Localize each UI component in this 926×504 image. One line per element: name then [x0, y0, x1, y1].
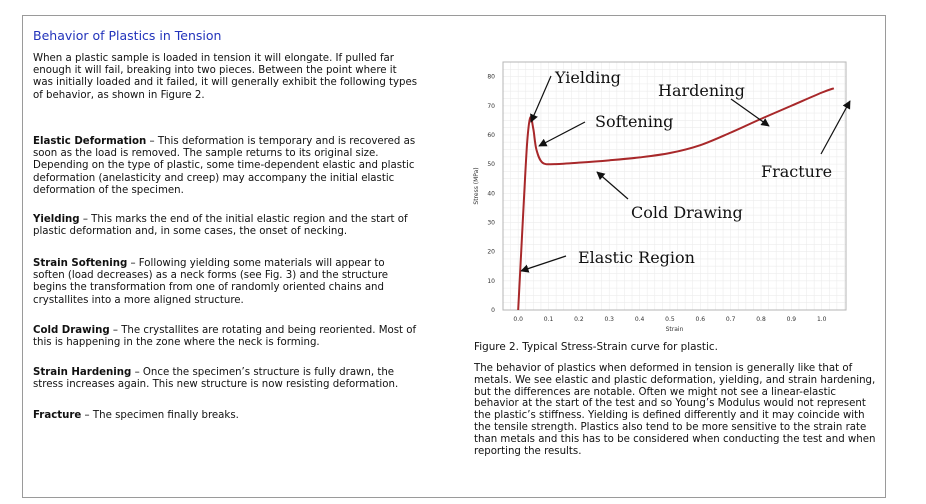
stress-strain-chart: [463, 44, 863, 344]
x-tick-label: 0.2: [574, 316, 584, 323]
section-text: – Once the specimen’s structure is fully drawn, the stress increases again. This new structure is now resisting deformation.: [33, 367, 399, 391]
section-term: Fracture: [33, 410, 82, 421]
y-tick-label: 20: [487, 248, 495, 256]
section-strain-hardening: [33, 367, 418, 391]
x-tick-label: 0.7: [725, 316, 736, 323]
y-tick-label: 30: [487, 219, 495, 227]
section-text: – This deformation is temporary and is recovered as soon as the load is removed. The sample returns to its original size. Depending on the type of plastic, some time-dependent elastic and plastic deformation (anelasticity and creep) may accompany the initial elastic deformation of the specimen.: [33, 136, 416, 196]
figure-caption: Figure 2. Typical Stress-Strain curve for plastic.: [474, 341, 718, 353]
x-tick-label: 0.4: [634, 316, 645, 323]
annotation-cold-drawing: Cold Drawing: [631, 203, 743, 222]
y-tick-label: 40: [487, 190, 495, 198]
y-axis-label: Stress (MPa): [473, 167, 480, 205]
y-tick-label: 70: [487, 102, 495, 110]
x-axis-label: Strain: [665, 326, 684, 333]
y-tick-label: 60: [487, 131, 495, 139]
section-term: Strain Softening: [33, 258, 128, 269]
x-tick-label: 0.1: [543, 316, 554, 323]
annotation-elastic-region: Elastic Region: [578, 248, 695, 267]
page-title: Behavior of Plastics in Tension: [33, 28, 222, 43]
section-term: Cold Drawing: [33, 325, 110, 336]
annotation-hardening: Hardening: [658, 81, 745, 100]
section-yielding: [33, 214, 418, 238]
stress-strain-curve: [518, 88, 834, 310]
y-tick-label: 80: [487, 73, 495, 81]
section-text: – Following yielding some materials will appear to soften (load decreases) as a neck forms (see Fig. 3) and the structure begins the transformation from one of randomly oriented chains and crystallites into a more aligned structure.: [33, 258, 389, 306]
section-text: – The crystallites are rotating and being reoriented. Most of this is happening in the zone where the neck is forming.: [33, 325, 417, 349]
body-paragraph: The behavior of plastics when deformed in tension is generally like that of metals. We see elastic and plastic deformation, yielding, and strain hardening, but the differences are notable. Often we might not see a linear-elastic behavior at the start of the test and so Young’s Modulus would not represent the plastic’s stiffness. Yielding is defined differently and it may coincide with the tensile strength. Plastics also tend to be more sensitive to the strain rate than metals and this has to be considered when conducting the test and when reporting the results.: [474, 363, 876, 457]
section-text: – This marks the end of the initial elastic region and the start of plastic deformation and, in some cases, the onset of necking.: [33, 214, 408, 238]
x-tick-label: 0.0: [513, 316, 523, 323]
annotation-fracture: Fracture: [761, 162, 833, 181]
x-tick-label: 1.0: [816, 316, 827, 323]
arrow-elastic-region: [521, 256, 566, 271]
x-tick-label: 0.5: [665, 316, 675, 323]
section-term: Strain Hardening: [33, 367, 132, 378]
section-text: – The specimen finally breaks.: [81, 410, 239, 421]
section-cold-drawing: [33, 325, 418, 349]
y-tick-label: 0: [491, 307, 495, 314]
y-tick-label: 10: [487, 277, 495, 285]
document-page: [22, 15, 886, 498]
section-term: Elastic Deformation: [33, 136, 147, 147]
annotation-softening: Softening: [595, 112, 674, 131]
section-fracture: [33, 410, 418, 422]
chart-svg: [463, 44, 863, 344]
x-tick-label: 0.3: [604, 316, 615, 323]
section-term: Yielding: [33, 214, 80, 225]
arrow-hardening: [731, 99, 769, 126]
section-strain-softening: [33, 258, 418, 307]
section-elastic-deformation: [33, 136, 418, 197]
x-tick-label: 0.9: [786, 316, 797, 323]
y-tick-label: 50: [487, 161, 495, 169]
annotation-yielding: Yielding: [555, 68, 621, 87]
intro-paragraph: When a plastic sample is loaded in tension it will elongate. If pulled far enough it will fail, breaking into two pieces. Between the point where it was initially loaded and it failed, it will generally exhibit the following types of behavior, as shown in Figure 2.: [33, 53, 418, 101]
x-tick-label: 0.8: [756, 316, 766, 323]
x-tick-label: 0.6: [695, 316, 706, 323]
